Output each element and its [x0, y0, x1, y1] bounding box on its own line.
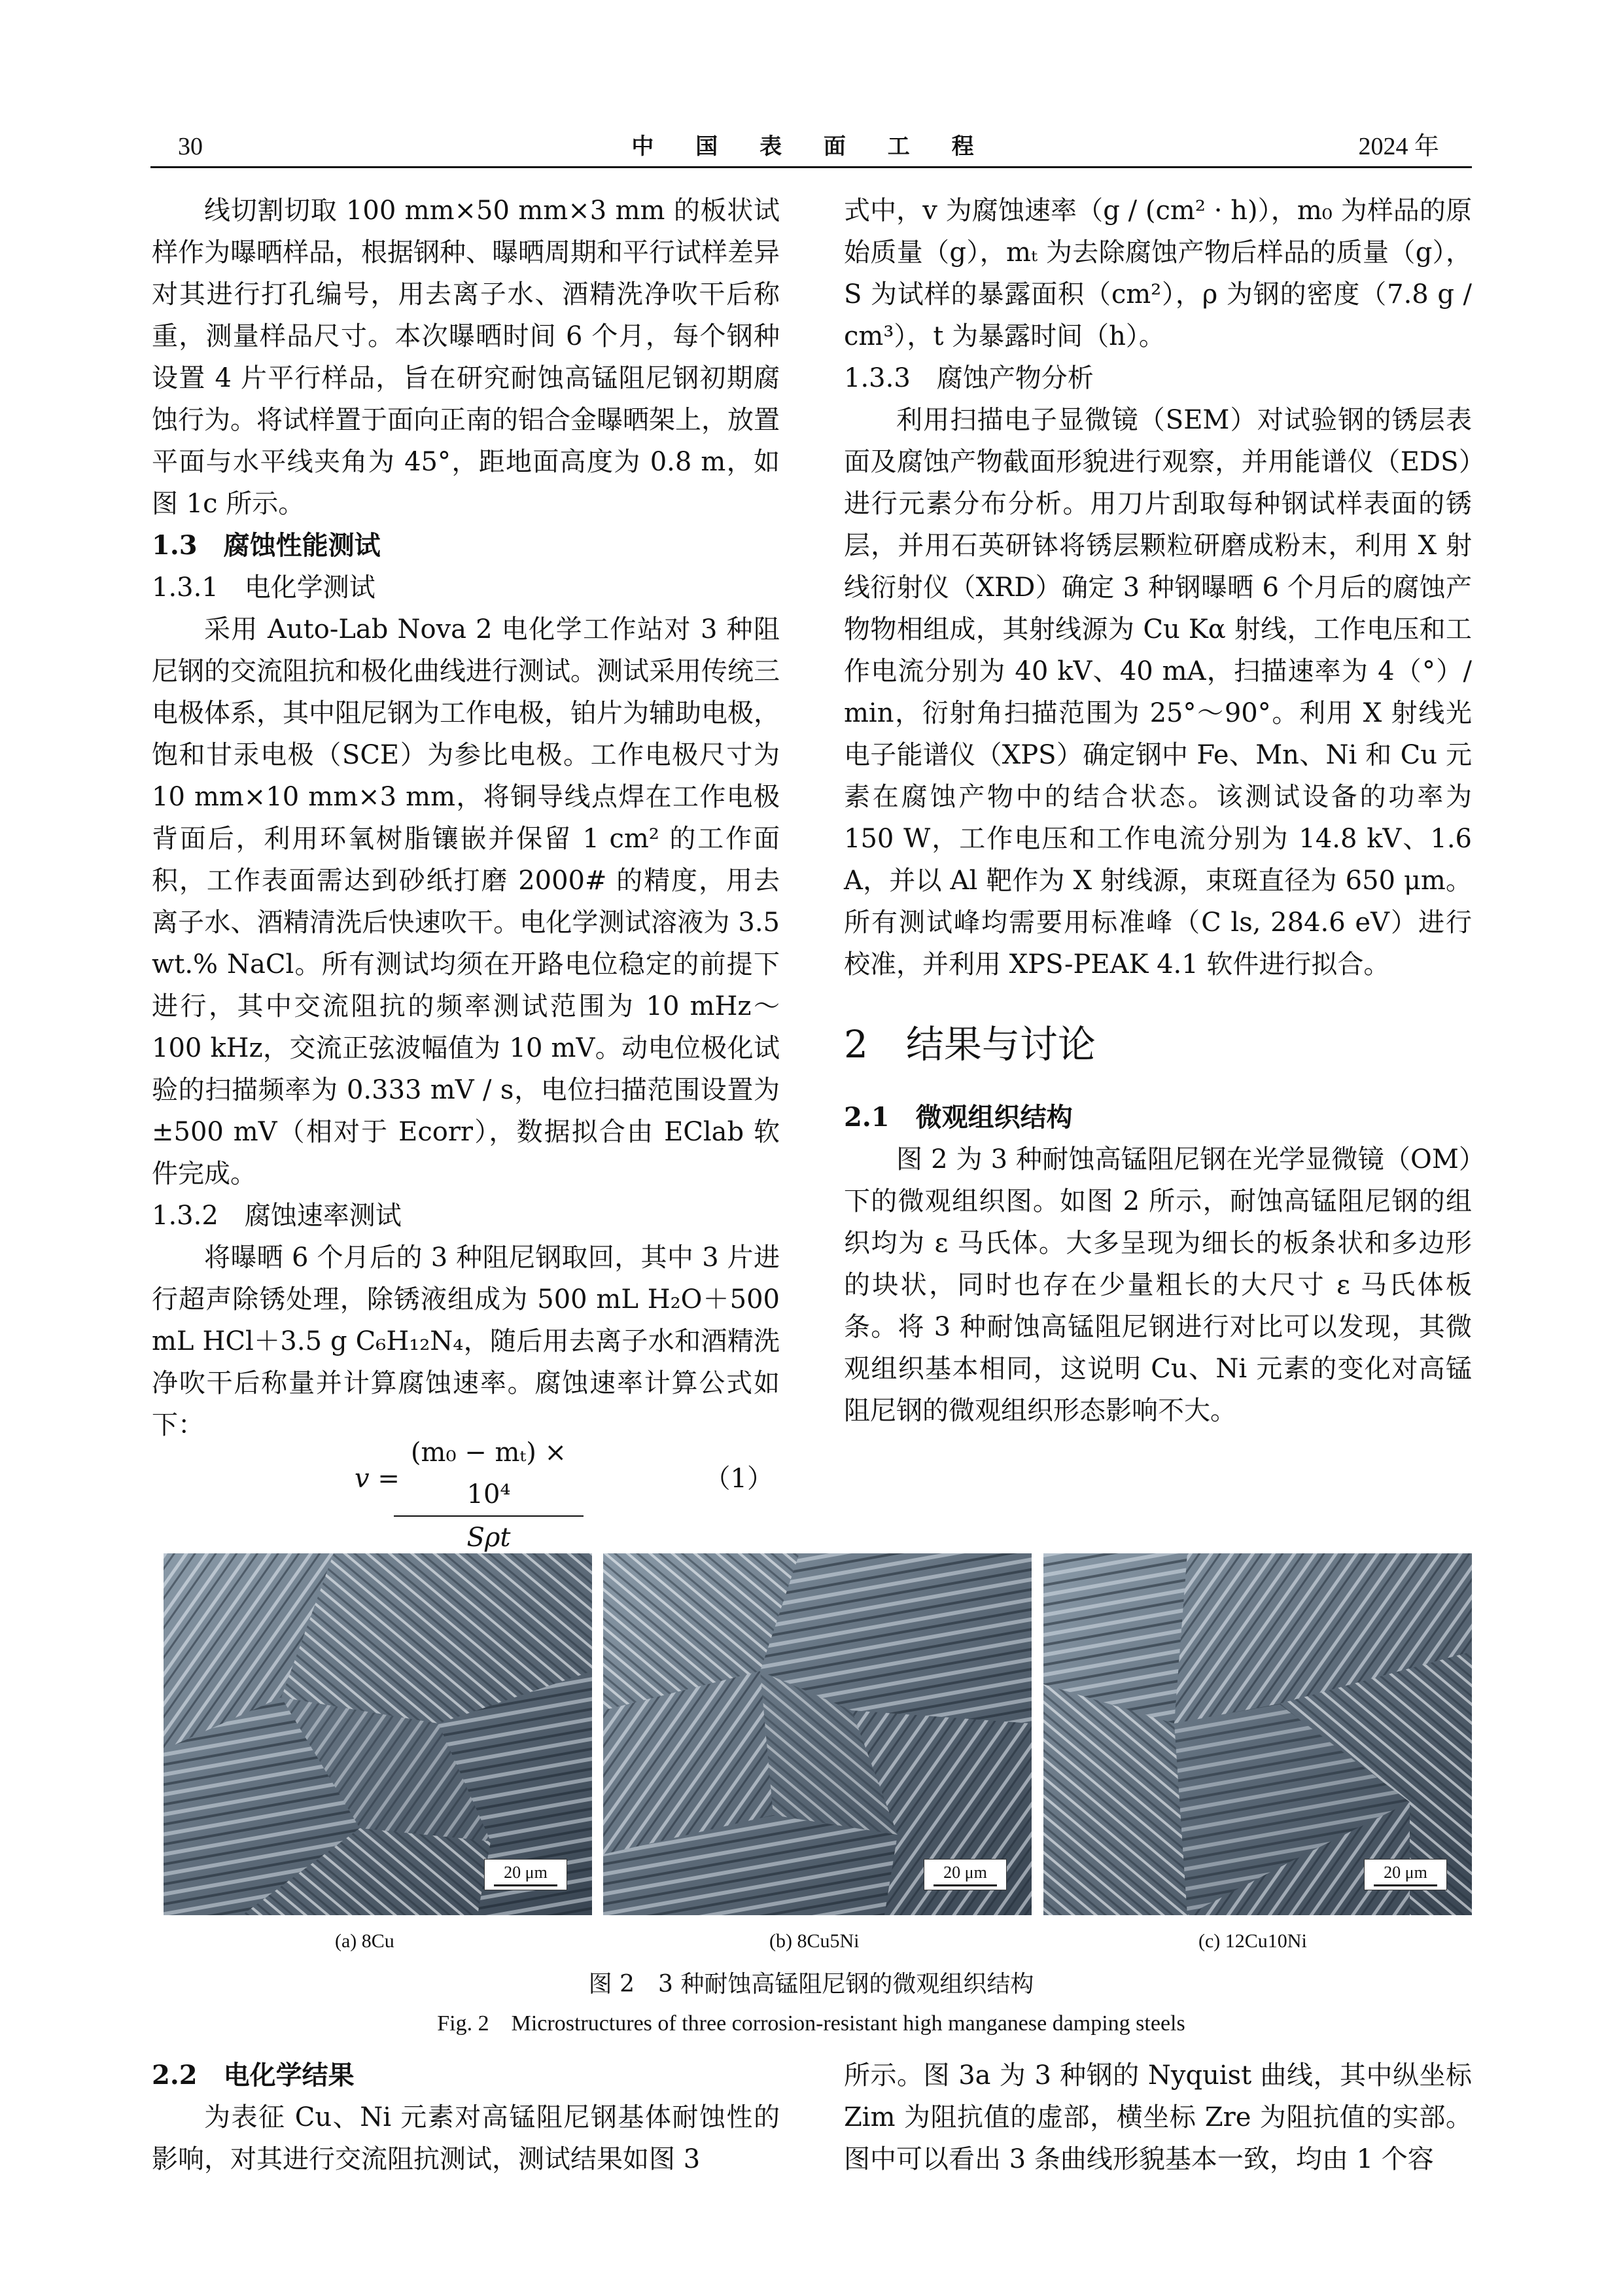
running-header	[150, 128, 1472, 165]
left-column-bottom	[152, 2055, 780, 2180]
equation-numerator: (m₀ − mₜ) × 10⁴	[394, 1432, 584, 1517]
right-column-bottom	[844, 2055, 1472, 2180]
equation-number: （1）	[704, 1464, 773, 1494]
right-bottom-para-0: 所示。图 3a 为 3 种钢的 Nyquist 曲线，其中纵坐标 Zim 为阻抗值的虚部，横坐标 Zre 为阻抗值的实部。图中可以看出 3 条曲线形貌基本一致，均由 1 个容	[844, 2060, 1472, 2174]
left-top-para-2: 1.3.1 电化学测试	[152, 573, 375, 603]
right-top-para-5: 图 2 为 3 种耐蚀高锰阻尼钢在光学显微镜（OM）下的微观组织图。如图 2 所示，耐蚀高锰阻尼钢的组织均为 ε 马氏体。大多呈现为细长的板条状和多边形的块状，同时也存在少量粗长的大尺寸 ε 马氏体板条。将 3 种耐蚀高锰阻尼钢进行对比可以发现，其微观组织基本相同，这说明 Cu、Ni 元素的变化对高锰阻尼钢的微观组织形态影响不大。	[844, 1144, 1472, 1426]
micrograph-8cu	[164, 1553, 592, 1915]
left-top-para-3: 采用 Auto-Lab Nova 2 电化学工作站对 3 种阻尼钢的交流阻抗和极化曲线进行测试。测试采用传统三电极体系，其中阻尼钢为工作电极，铂片为辅助电极，饱和甘汞电极（SCE）为参比电极。工作电极尺寸为 10 mm×10 mm×3 mm，将铜导线点焊在工作电极背面后，利用环氧树脂镶嵌并保留 1 cm² 的工作面积，工作表面需达到砂纸打磨 2000# 的精度，用去离子水、酒精清洗后快速吹干。电化学测试溶液为 3.5 wt.% NaCl。所有测试均须在开路电位稳定的前提下进行，其中交流阻抗的频率测试范围为 10 mHz～100 kHz，交流正弦波幅值为 10 mV。动电位极化试验的扫描频率为 0.333 mV / s，电位扫描范围设置为 ±500 mV（相对于 Ecorr），数据拟合由 EClab 软件完成。	[152, 614, 780, 1189]
right-top-para-1: 1.3.3 腐蚀产物分析	[844, 363, 1094, 393]
right-column-top	[844, 190, 1472, 1432]
figure-caption-en: Fig. 2 Microstructures of three corrosion-resistant high manganese damping steels	[437, 2011, 1185, 2036]
right-top-para-0: 式中，v 为腐蚀速率（g / (cm² · h)），m₀ 为样品的原始质量（g），mₜ 为去除腐蚀产物后样品的质量（g），S 为试样的暴露面积（cm²），ρ 为钢的密度（7.8 g / cm³），t 为暴露时间（h）。	[844, 196, 1472, 351]
left-bottom-para-1: 为表征 Cu、Ni 元素对高锰阻尼钢基体耐蚀性的影响，对其进行交流阻抗测试，测试结果如图 3	[152, 2102, 780, 2174]
left-bottom-para-0: 2.2 电化学结果	[152, 2060, 355, 2091]
left-top-para-5: 将曝晒 6 个月后的 3 种阻尼钢取回，其中 3 片进行超声除锈处理，除锈液组成为 500 mL H₂O＋500 mL HCl＋3.5 g C₆H₁₂N₄，随后用去离子水和酒精洗净吹干后称量并计算腐蚀速率。腐蚀速率计算公式如下：	[152, 1243, 780, 1440]
equation-denominator: Sρt	[466, 1523, 511, 1553]
right-top-para-4: 2.1 微观组织结构	[844, 1102, 1073, 1133]
scale-bar-c: 20 μm	[1364, 1859, 1447, 1890]
right-top-para-3: 2 结果与讨论	[844, 1022, 1096, 1067]
journal-title: 中 国 表 面 工 程	[631, 133, 991, 160]
left-top-para-0: 线切割切取 100 mm×50 mm×3 mm 的板状试样作为曝晒样品，根据钢种、曝晒周期和平行试样差异对其进行打孔编号，用去离子水、酒精洗净吹干后称重，测量样品尺寸。本次曝晒时间 6 个月，每个钢种设置 4 片平行样品，旨在研究耐蚀高锰阻尼钢初期腐蚀行为。将试样置于面向正南的铝合金曝晒架上，放置平面与水平线夹角为 45°，距地面高度为 0.8 m，如图 1c 所示。	[152, 196, 780, 519]
left-top-para-1: 1.3 腐蚀性能测试	[152, 530, 381, 561]
issue-year: 2024 年	[1358, 133, 1439, 160]
equation-block	[152, 1432, 780, 1553]
scale-bar-b: 20 μm	[924, 1859, 1007, 1890]
micrograph-12cu10ni	[1043, 1553, 1472, 1915]
left-top-para-4: 1.3.2 腐蚀速率测试	[152, 1201, 402, 1231]
equation-fraction	[394, 1432, 584, 1559]
micrograph-8cu5ni	[603, 1553, 1032, 1915]
panel-label-b: (b) 8Cu5Ni	[769, 1930, 860, 1952]
figure-caption-zh: 图 2 3 种耐蚀高锰阻尼钢的微观组织结构	[588, 1971, 1034, 1998]
panel-label-c: (c) 12Cu10Ni	[1198, 1930, 1307, 1952]
scale-bar-a: 20 μm	[484, 1859, 567, 1890]
figure-2	[164, 1553, 1472, 1915]
left-column-top	[152, 190, 780, 1446]
page-number: 30	[178, 133, 203, 160]
right-top-para-2: 利用扫描电子显微镜（SEM）对试验钢的锈层表面及腐蚀产物截面形貌进行观察，并用能谱仪（EDS）进行元素分布分析。用刀片刮取每种钢试样表面的锈层，并用石英研钵将锈层颗粒研磨成粉末，利用 X 射线衍射仪（XRD）确定 3 种钢曝晒 6 个月后的腐蚀产物物相组成，其射线源为 Cu Kα 射线，工作电压和工作电流分别为 40 kV、40 mA，扫描速率为 4（°）/ min，衍射角扫描范围为 25°～90°。利用 X 射线光电子能谱仪（XPS）确定钢中 Fe、Mn、Ni 和 Cu 元素在腐蚀产物中的结合状态。该测试设备的功率为 150 W，工作电压和工作电流分别为 14.8 kV、1.6 A，并以 Al 靶作为 X 射线源，束斑直径为 650 μm。所有测试峰均需要用标准峰（C ls, 284.6 eV）进行校准，并利用 XPS-PEAK 4.1 软件进行拟合。	[844, 405, 1472, 980]
panel-label-a: (a) 8Cu	[335, 1930, 394, 1952]
header-rule	[150, 166, 1472, 168]
equation-lhs: v =	[355, 1464, 400, 1494]
